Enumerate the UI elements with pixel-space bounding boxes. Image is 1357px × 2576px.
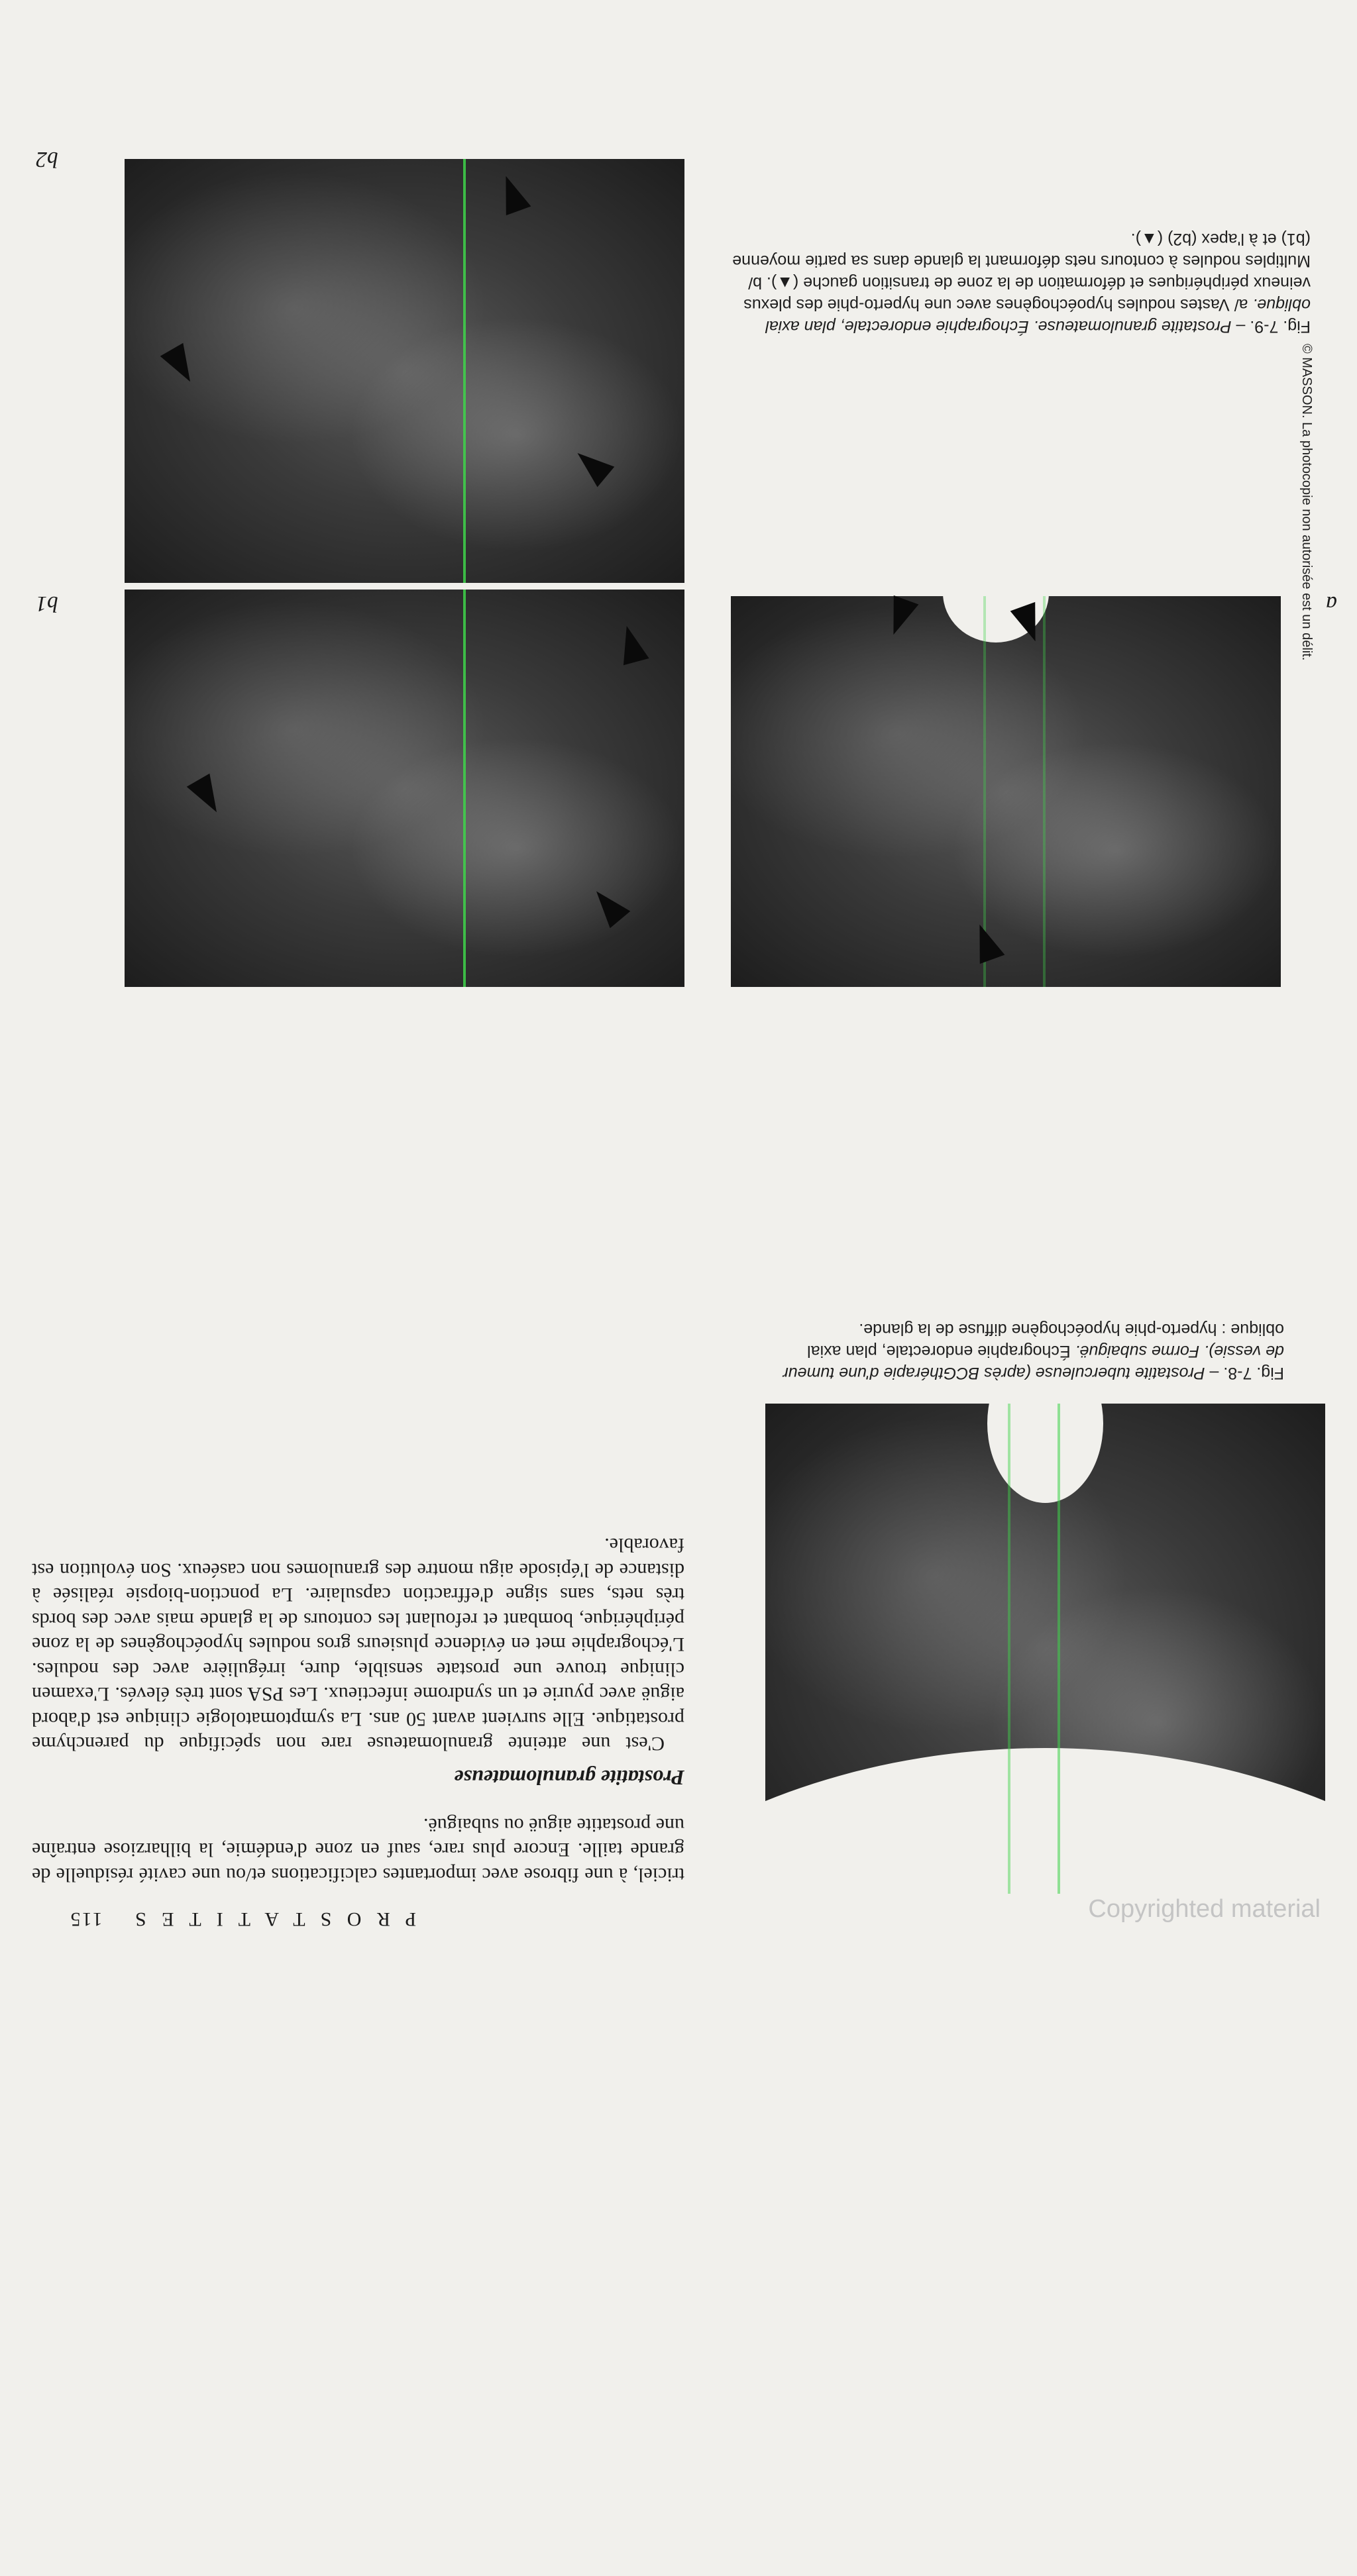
figure-7-8-caption [767,1318,1284,1384]
figure-7-9-caption-text: a/ Vastes nodules hypoéchogènes avec une hyperto-phie des plexus veineux périphériques et déformation de la zone de transition gauche (▲). b/ Multiples nodules à contours nets déformant la glande dans sa partie moyenne (b1) et à l'apex (b2) (▲). [732,230,1311,314]
figure-7-9b1-image [125,590,684,987]
figure-7-8-caption-label: Fig. 7-8. – [1209,1364,1284,1382]
figure-7-8-image [765,1404,1325,1894]
figure-7-9b2-image [125,159,684,583]
figure-7-8-caption-text: Échographie endorectale, plan axial oblique : hyperto-phie hypoéchogène diffuse de la glande. [807,1320,1284,1361]
figure-7-9a-image [731,596,1281,987]
arrowhead-marker [160,343,202,388]
arrowhead-marker [569,443,615,488]
body-text-column [32,1533,684,1887]
figure-7-9-label-b2: b2 [36,147,58,172]
paragraph-main: C'est une atteinte granulomateuse rare non spécifique du parenchyme prostatique. Elle survient avant 50 ans. La symptomatologie clinique est d'abord aiguë avec pyurie et un syndrome infectieux. Les PSA sont très élevés. L'examen clinique trouve une prostate sensible, dure, irrégulière avec des nodules. L'échographie met en évidence plusieurs gros nodules hypoéchogènes de la zone périphérique, bombant et refoulant les contours de la glande mais avec des bords très nets, sans signe d'effraction capsulaire. La ponction-biopsie réalisée à distance de l'épisode aigu montre des granulomes non caséeux. Son évolution est favorable. [32,1534,684,1755]
copyright-notice: © MASSON. La photocopie non autorisée est un délit. [1299,344,1314,661]
arrowhead-marker [614,623,649,665]
figure-7-9-caption-label: Fig. 7-9. – [1236,317,1311,336]
figure-7-9-caption [728,228,1311,337]
page-number: 115 [69,1908,103,1930]
page-header [45,1897,416,1930]
arrowhead-marker [881,595,919,639]
arrowhead-marker [967,920,1005,964]
figure-7-9-caption-title: Prostatite granulomateuse. Échographie endorectale, plan axial oblique. [765,295,1311,336]
arrowhead-marker [187,774,229,819]
arrowhead-marker [586,883,631,929]
arrowhead-marker [494,172,531,215]
copyright-watermark: Copyrighted material [1088,1895,1321,1923]
figure-7-9-label-b1: b1 [36,592,58,616]
running-title: P R O S T A T I T E S [129,1908,416,1930]
figure-7-9-label-a: a [1326,592,1337,616]
figure-7-8-caption-title: Prostatite tuberculeuse (après BCGthérapie d'une tumeur de vessie). Forme subaiguë. [783,1342,1284,1382]
paragraph-intro: triciel, à une fibrose avec importantes calcifications et/ou une cavité résiduelle de grande taille. Encore plus rare, sauf en zone d'endémie, la bilharziose entraîne une prostatite aiguë ou subaiguë. [32,1814,684,1886]
section-title: Prostatite granulomateuse [454,1766,684,1790]
